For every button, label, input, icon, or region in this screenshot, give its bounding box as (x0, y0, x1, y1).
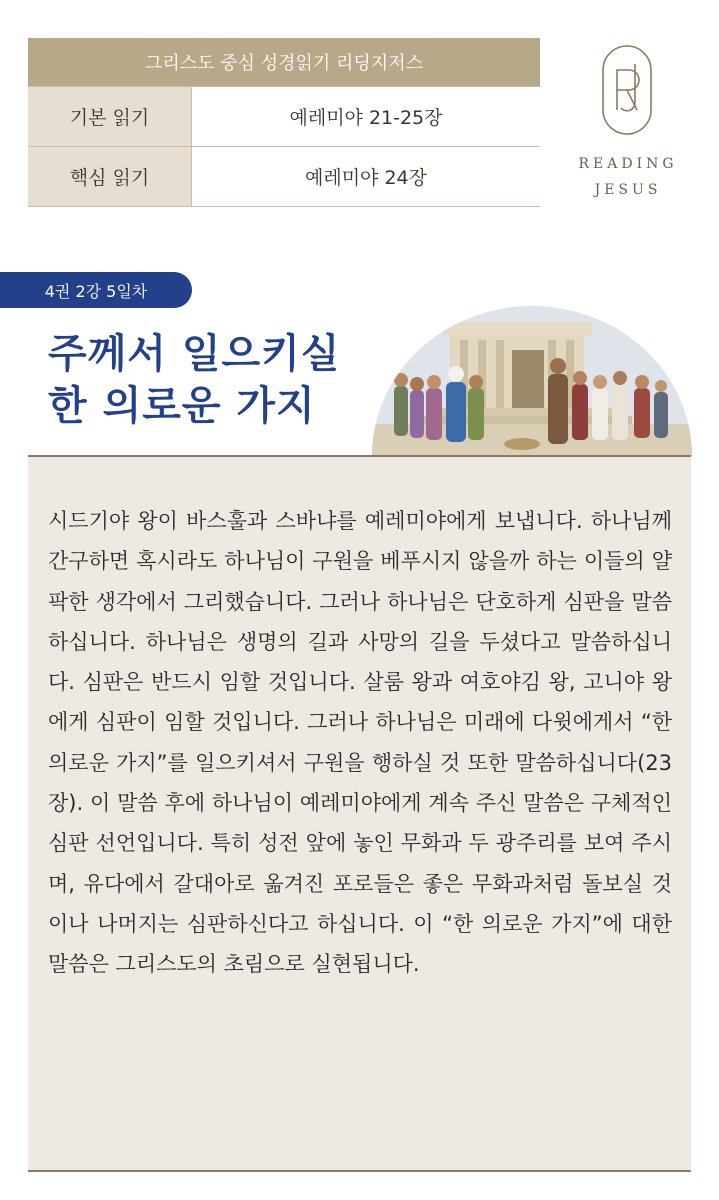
basic-reading-value: 예레미야 21-25장 (192, 87, 540, 146)
table-header: 그리스도 중심 성경읽기 리딩지저스 (28, 38, 540, 86)
body-text: 시드기야 왕이 바스훌과 스바냐를 예레미야에게 보냅니다. 하나님께 간구하면 혹시라도 하나님이 구원을 베푸시지 않을까 하는 이들의 얄팍한 생각에서 그리했습니다. 그러나 하나님은 단호하게 심판을 말씀하십니다. 하나님은 생명의 길과 사망의 길을 두셨다고 말씀하십니다. 심판은 반드시 임할 것입니다. 살룸 왕과 여호야김 왕, 고니야 왕에게 심판이 임할 것입니다. 그러나 하나님은 미래에 다윗에게서 “한 의로운 가지”를 일으키셔서 구원을 행하실 것 또한 말씀하십니다(23장). 이 말씀 후에 하나님이 예레미야에게 계속 주신 말씀은 구체적인 심판 선언입니다. 특히 성전 앞에 놓인 무화과 두 광주리를 보여 주시며, 유다에서 갈대아로 옮겨진 포로들은 좋은 무화과처럼 돌보실 것이나 나머지는 심판하신다고 하십니다. 이 “한 의로운 가지”에 대한 말씀은 그리스도의 초림으로 실현됩니다. (48, 509, 672, 977)
day-badge: 4권 2강 5일차 (0, 272, 192, 308)
page-title (48, 328, 378, 432)
logo-text-jesus: JESUS (594, 182, 662, 198)
reading-schedule-table (28, 38, 540, 207)
basic-reading-label: 기본 읽기 (28, 87, 192, 146)
title-line-1: 주께서 일으키실 (48, 331, 341, 377)
temple-crowd-illustration (372, 304, 692, 456)
core-reading-value: 예레미야 24장 (192, 147, 540, 206)
core-reading-label: 핵심 읽기 (28, 147, 192, 206)
title-line-2: 한 의로운 가지 (48, 383, 316, 429)
logo-text-reading: READING (578, 156, 678, 172)
table-row-core (28, 147, 540, 207)
panel-bottom-divider (28, 1170, 691, 1172)
body-panel (28, 455, 691, 1172)
table-row-basic (28, 86, 540, 147)
reading-jesus-logo (578, 44, 678, 204)
rj-monogram-icon (601, 44, 653, 136)
